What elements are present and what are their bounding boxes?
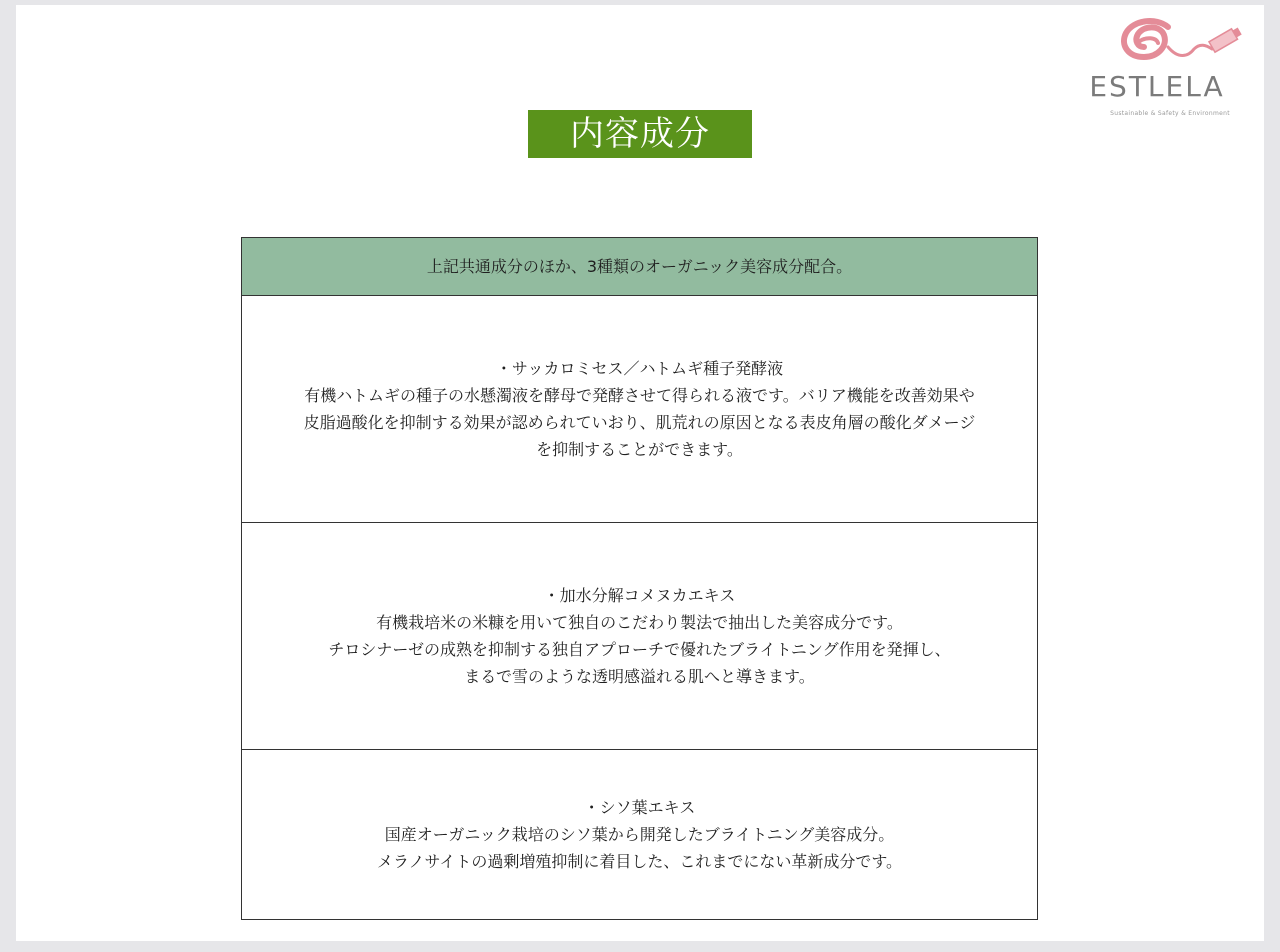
ingredient-name: ・サッカロミセス／ハトムギ種子発酵液	[495, 359, 784, 378]
brand-logo	[1062, 17, 1252, 127]
page-title: 内容成分	[528, 110, 752, 158]
ingredient-name: ・加水分解コメヌカエキス	[543, 586, 736, 605]
logo-wordmark: ESTLELA	[1089, 70, 1225, 103]
ingredient-description-line: 有機栽培米の米糠を用いて独自のこだわり製法で抽出した美容成分です。	[376, 613, 903, 632]
ingredient-description-line: チロシナーゼの成熟を抑制する独自アプローチで優れたブライトニング作用を発揮し、	[328, 640, 951, 659]
ingredient-description-line: 国産オーガニック栽培のシソ葉から開発したブライトニング美容成分。	[384, 825, 895, 844]
ingredient-description-line: を抑制することができます。	[536, 440, 743, 459]
ingredient-name: ・シソ葉エキス	[583, 798, 696, 817]
slide	[16, 5, 1264, 941]
logo-swirl-icon	[1116, 17, 1246, 75]
ingredient-description-line: 皮脂過酸化を抑制する効果が認められていおり、肌荒れの原因となる表皮角層の酸化ダメージ	[303, 413, 976, 432]
ingredient-row-3	[242, 749, 1037, 919]
table-header-row	[242, 238, 1037, 295]
table-header-text: 上記共通成分のほか、3種類のオーガニック美容成分配合。	[426, 257, 853, 276]
ingredient-row-2	[242, 522, 1037, 749]
logo-tagline: Sustainable & Safety & Environment	[1110, 110, 1230, 117]
ingredient-description-line: メラノサイトの過剰増殖抑制に着目した、これまでにない革新成分です。	[376, 852, 903, 871]
ingredients-table	[241, 237, 1038, 920]
ingredient-description-line: まるで雪のような透明感溢れる肌へと導きます。	[464, 667, 815, 686]
ingredient-row-1	[242, 295, 1037, 522]
ingredient-description-line: 有機ハトムギの種子の水懸濁液を酵母で発酵させて得られる液です。バリア機能を改善効果や	[304, 386, 975, 405]
